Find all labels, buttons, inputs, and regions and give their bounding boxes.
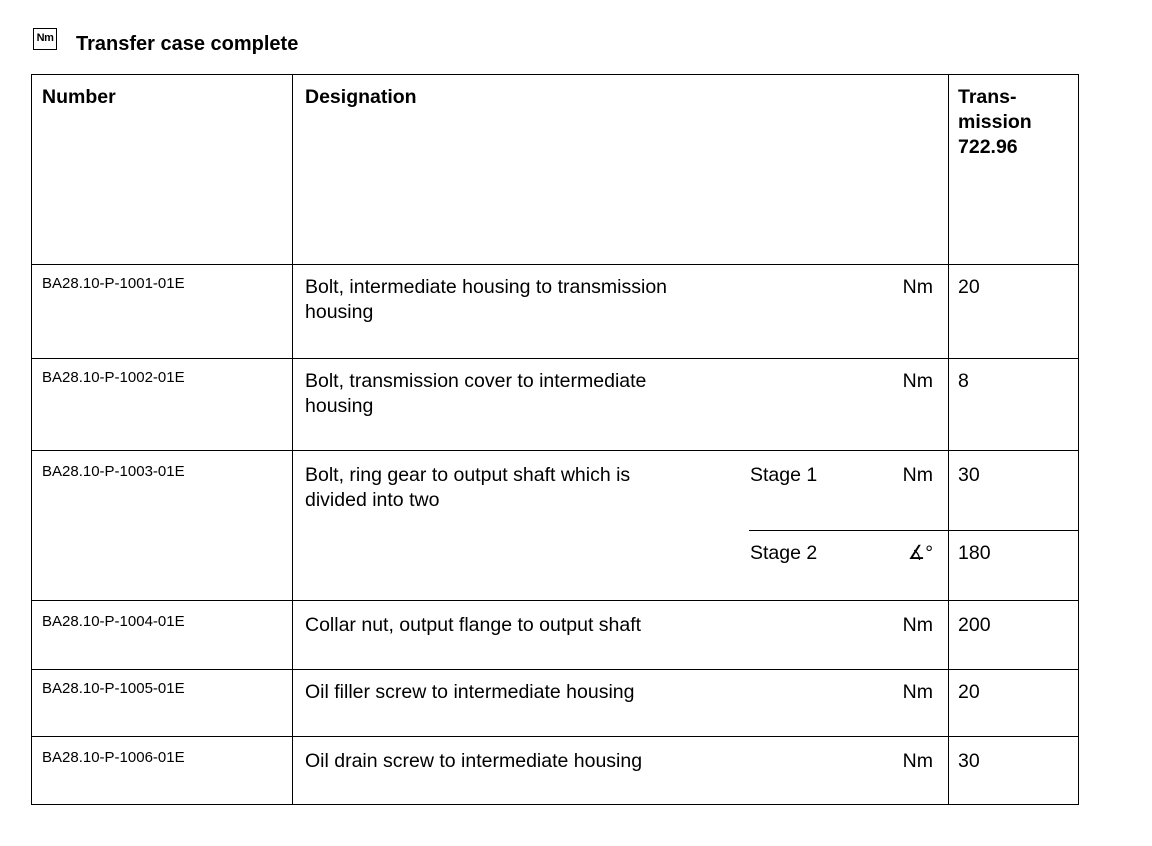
row-number: BA28.10-P-1001-01E: [42, 275, 185, 292]
row-designation: [305, 369, 646, 419]
row-unit: Nm: [902, 276, 933, 298]
row-value: 20: [958, 276, 980, 298]
column-header-transmission: [958, 85, 1032, 160]
torque-nm-icon: Nm: [33, 28, 57, 50]
column-header-designation: Designation: [305, 86, 417, 108]
column-divider-designation: [948, 75, 949, 804]
row-unit: Nm: [902, 750, 933, 772]
row-divider: [32, 264, 1078, 265]
torque-table: [31, 74, 1079, 805]
stage-label: Stage 2: [750, 542, 818, 564]
row-designation: [305, 463, 630, 513]
row-value: 200: [958, 614, 991, 636]
row-number: BA28.10-P-1005-01E: [42, 680, 185, 697]
designation-line: Bolt, intermediate housing to transmission: [305, 276, 668, 298]
column-header-number: Number: [42, 86, 116, 108]
row-number: BA28.10-P-1002-01E: [42, 369, 185, 386]
row-value: 30: [958, 750, 980, 772]
row-designation: [305, 275, 667, 325]
row-unit: Nm: [902, 681, 933, 703]
designation-line: divided into two: [305, 489, 440, 511]
page-title: Transfer case complete: [76, 33, 299, 55]
stage-label: Stage 1: [750, 464, 818, 486]
row-number: BA28.10-P-1003-01E: [42, 463, 185, 480]
column-header-transmission-line: 722.96: [958, 136, 1018, 158]
designation-line: housing: [305, 301, 374, 323]
row-unit: Nm: [902, 614, 933, 636]
row-designation: Oil drain screw to intermediate housing: [305, 750, 643, 772]
row-value: 8: [958, 370, 969, 392]
row-value: 30: [958, 464, 980, 486]
column-header-transmission-line: mission: [958, 111, 1032, 133]
row-value: 180: [958, 542, 991, 564]
column-divider-number: [292, 75, 293, 804]
designation-line: Bolt, ring gear to output shaft which is: [305, 464, 631, 486]
row-value: 20: [958, 681, 980, 703]
angle-degree-icon: ∡°: [907, 542, 933, 564]
row-divider: [32, 450, 1078, 451]
row-designation: Collar nut, output flange to output shaft: [305, 614, 642, 636]
row-unit: Nm: [902, 370, 933, 392]
designation-line: housing: [305, 395, 374, 417]
row-number: BA28.10-P-1006-01E: [42, 749, 185, 766]
column-header-transmission-line: Trans-: [958, 86, 1017, 108]
row-number: BA28.10-P-1004-01E: [42, 613, 185, 630]
row-unit: Nm: [902, 464, 933, 486]
row-designation: Oil filler screw to intermediate housing: [305, 681, 635, 703]
row-divider: [32, 669, 1078, 670]
row-divider: [32, 600, 1078, 601]
designation-line: Bolt, transmission cover to intermediate: [305, 370, 647, 392]
row-divider: [32, 358, 1078, 359]
stage-divider: [749, 530, 1078, 531]
row-divider: [32, 736, 1078, 737]
